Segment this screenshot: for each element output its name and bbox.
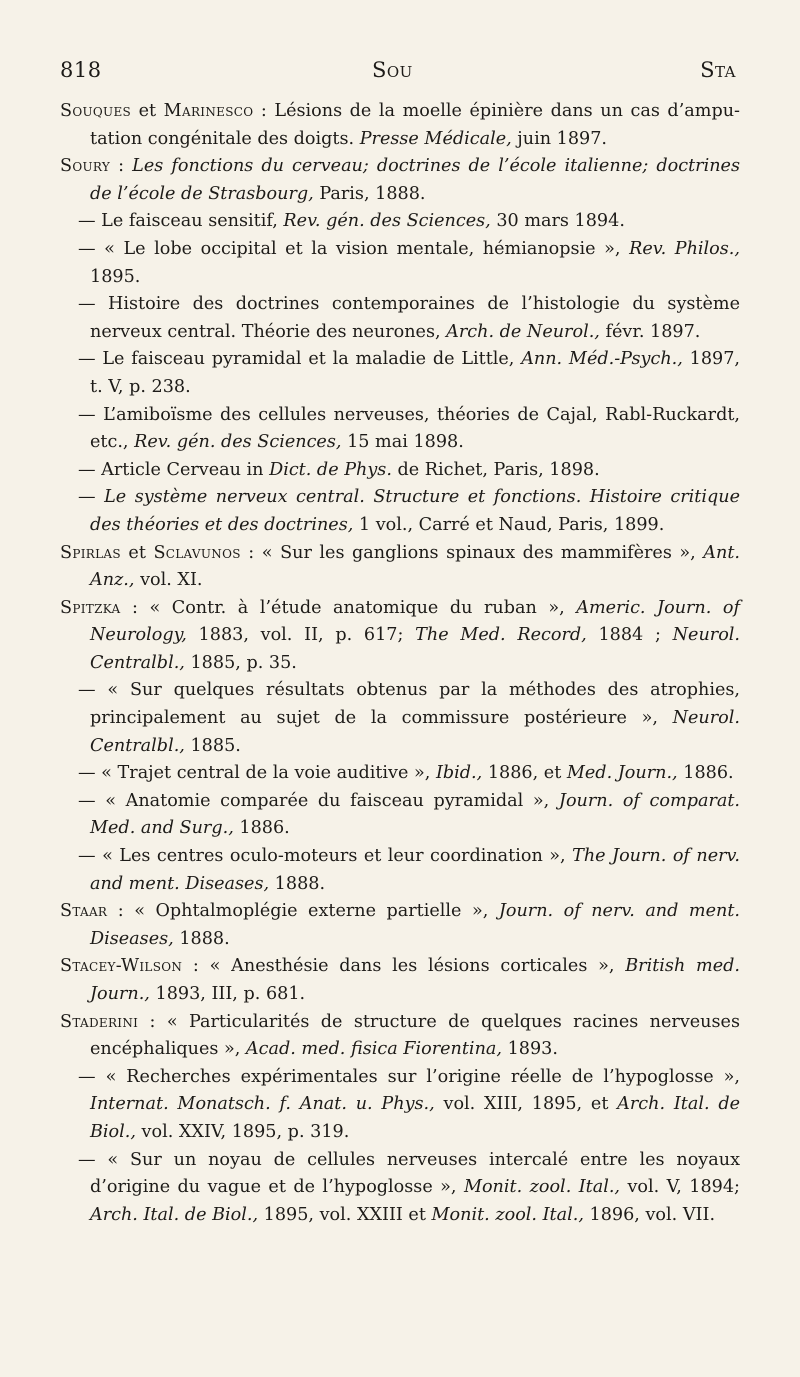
- entry-text: juin 1897.: [511, 128, 608, 149]
- entry-text: vol. V, 1894;: [620, 1177, 740, 1198]
- coauthor: Marinesco: [163, 101, 254, 121]
- entry-author: Stacey-Wilson: [60, 956, 183, 977]
- entry-text: :: [110, 156, 133, 177]
- bibliography-entry: [60, 898, 740, 953]
- citation-title: Journ. of nerv. and ment. Diseases,: [90, 901, 740, 949]
- citation-title: Rev. gén. des Sciences,: [134, 432, 342, 453]
- entry-text: — « Le lobe occipital et la vision mentale, hémianopsie »,: [78, 238, 630, 259]
- entry-text: de Richet, Paris, 1898.: [391, 459, 600, 480]
- citation-title: Arch. de Neurol.,: [446, 321, 600, 342]
- bibliography-subentry: [60, 346, 740, 401]
- bibliography-subentry: [60, 457, 740, 485]
- entry-text: — Histoire des doctrines contemporaines de l’histologie du système nerveux central. Théorie des neurones,: [78, 294, 740, 342]
- entry-text: 1886.: [677, 763, 734, 784]
- entry-text: 1884 ;: [586, 625, 673, 646]
- bibliography-entry: [60, 1009, 740, 1064]
- header-right-word: Sta: [700, 58, 736, 82]
- entry-text: 1893.: [501, 1039, 558, 1060]
- entry-text: : « Sur les ganglions spinaux des mammifères »,: [240, 542, 704, 563]
- entry-text: 1883, vol. II, p. 617;: [186, 625, 416, 646]
- citation-title: Neurol. Centralbl.,: [90, 625, 741, 673]
- entry-text: Paris, 1888.: [313, 183, 426, 204]
- page-number: 818: [60, 58, 102, 82]
- entry-text: — « Anatomie comparée du faisceau pyramidal »,: [78, 790, 559, 811]
- entry-text: : « Contr. à l’étude anatomique du ruban »,: [120, 597, 577, 618]
- bibliography-subentry: [60, 484, 740, 539]
- bibliography-list: [60, 98, 740, 1229]
- citation-title: Rev. Philos.,: [629, 238, 740, 259]
- entry-text: 1888.: [269, 873, 326, 894]
- citation-title: Le système nerveux central. Structure et fonctions. Histoire critique des théories et des doctrines,: [90, 487, 740, 535]
- bibliography-subentry: [60, 291, 740, 346]
- entry-author: Spitzka: [60, 597, 121, 618]
- entry-text: — Article Cerveau in: [78, 459, 270, 480]
- entry-text: 1895.: [90, 266, 141, 287]
- citation-title: The Med. Record,: [415, 625, 587, 646]
- citation-title: The Journ. of nerv. and ment. Diseases,: [90, 846, 740, 894]
- bibliography-subentry: [60, 760, 740, 788]
- entry-text: — « Sur un noyau de cellules nerveuses intercalé entre les noyaux d’origine du vague et de l’hypoglosse »,: [78, 1149, 740, 1198]
- entry-text: 1895, vol. XXIII et: [258, 1204, 432, 1225]
- coauthor: Sclavunos: [153, 542, 241, 563]
- entry-text: 1897, t. V, p. 238.: [90, 349, 741, 397]
- citation-title: Med. Journ.,: [566, 763, 678, 784]
- entry-text: 1886, et: [482, 763, 567, 784]
- entry-text: 1888.: [173, 928, 230, 949]
- citation-title: Ibid.,: [435, 763, 483, 784]
- entry-text: févr. 1897.: [599, 321, 701, 342]
- entry-text: et: [120, 542, 154, 563]
- entry-author: Spirlas: [60, 542, 121, 563]
- entry-text: — Le faisceau sensitif,: [78, 211, 284, 232]
- citation-title: Arch. Ital. de Biol.,: [90, 1204, 259, 1225]
- citation-title: Presse Médicale,: [359, 128, 512, 149]
- entry-text: 15 mai 1898.: [341, 432, 464, 453]
- entry-text: 1885, p. 35.: [184, 652, 297, 673]
- bibliography-entry: [60, 153, 740, 208]
- citation-title: Journ. of comparat. Med. and Surg.,: [90, 790, 741, 839]
- entry-author: Staderini: [60, 1011, 139, 1032]
- entry-text: — Le faisceau pyramidal et la maladie de Little,: [78, 349, 522, 370]
- citation-title: Ann. Méd.-Psych.,: [521, 349, 683, 370]
- entry-text: vol. XIII, 1895, et: [434, 1094, 618, 1115]
- entry-text: : Lésions de la moelle épinière dans un cas d’ampu-tation congénitale des doigts.: [90, 101, 740, 149]
- entry-text: — « Trajet central de la voie auditive »,: [78, 763, 436, 784]
- entry-text: vol. XXIV, 1895, p. 319.: [135, 1121, 350, 1142]
- entry-author: Souques: [60, 101, 132, 121]
- bibliography-entry: [60, 953, 740, 1008]
- header-left-word: Sou: [372, 58, 413, 82]
- bibliography-entry: [60, 540, 740, 595]
- citation-title: Acad. med. fisica Fiorentina,: [245, 1039, 502, 1060]
- citation-title: British med. Journ.,: [90, 956, 740, 1004]
- entry-text: vol. XI.: [134, 570, 203, 591]
- citation-title: Monit. zool. Ital.,: [431, 1204, 584, 1225]
- entry-text: — L’amiboïsme des cellules nerveuses, théories de Cajal, Rabl-Ruckardt, etc.,: [78, 404, 740, 453]
- citation-title: Internat. Monatsch. f. Anat. u. Phys.,: [90, 1094, 435, 1115]
- bibliography-entry: [60, 595, 740, 678]
- bibliography-subentry: [60, 208, 740, 236]
- citation-title: Les fonctions du cerveau; doctrines de l’école italienne; doctrines de l’école de Strasbourg,: [90, 156, 740, 204]
- entry-text: — « Recherches expérimentales sur l’origine réelle de l’hypoglosse »,: [78, 1066, 740, 1087]
- bibliography-entry: [60, 98, 740, 153]
- bibliography-subentry: [60, 843, 740, 898]
- citation-title: Americ. Journ. of Neurology,: [90, 597, 740, 646]
- entry-text: et: [131, 101, 164, 121]
- entry-text: — « Les centres oculo-moteurs et leur coordination »,: [78, 846, 573, 867]
- entry-text: 1886.: [233, 818, 290, 839]
- bibliography-subentry: [60, 236, 740, 291]
- bibliography-subentry: [60, 1064, 740, 1147]
- citation-title: Dict. de Phys.: [269, 459, 392, 480]
- citation-title: Neurol. Centralbl.,: [90, 708, 740, 756]
- entry-text: 1885.: [184, 735, 241, 756]
- entry-text: 1 vol., Carré et Naud, Paris, 1899.: [353, 514, 665, 535]
- bibliography-subentry: [60, 1147, 740, 1230]
- citation-title: Monit. zool. Ital.,: [463, 1177, 621, 1198]
- entry-text: — « Sur quelques résultats obtenus par la méthodes des atrophies, principalement au sujet de la commissure postérieure »,: [78, 680, 740, 729]
- citation-title: Rev. gén. des Sciences,: [283, 211, 491, 232]
- entry-author: Staar: [60, 901, 108, 922]
- entry-text: : « Anesthésie dans les lésions corticales »,: [182, 956, 626, 977]
- entry-text: : « Particularités de structure de quelques racines nerveuses encéphaliques »,: [90, 1011, 740, 1060]
- entry-author: Soury: [60, 156, 111, 177]
- bibliography-subentry: [60, 402, 740, 457]
- citation-title: Ant. Anz.,: [90, 542, 740, 591]
- entry-text: —: [78, 487, 105, 508]
- entry-text: : « Ophtalmoplégie externe partielle »,: [107, 901, 499, 922]
- bibliography-subentry: [60, 677, 740, 760]
- entry-text: 1896, vol. VII.: [583, 1204, 716, 1225]
- citation-title: Arch. Ital. de Biol.,: [90, 1094, 741, 1142]
- entry-text: 1893, III, p. 681.: [149, 984, 306, 1004]
- entry-text: 30 mars 1894.: [490, 211, 625, 232]
- bibliography-subentry: [60, 788, 740, 843]
